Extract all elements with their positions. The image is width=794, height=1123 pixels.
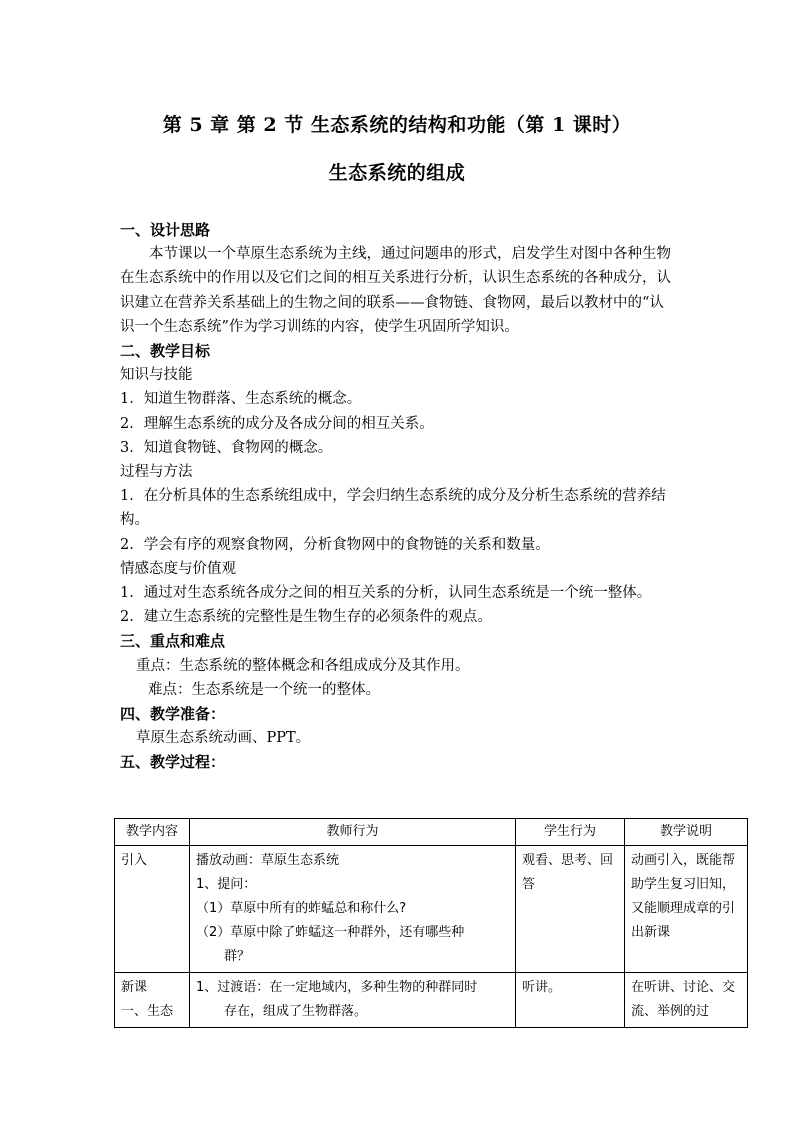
document-body	[120, 218, 676, 775]
table-header-content: 教学内容	[115, 819, 190, 846]
goal-emotion-title: 情感态度与价值观	[120, 560, 236, 577]
goal-process-2: 2．学会有序的观察食物网，分析食物网中的食物链的关系和数量。	[120, 536, 550, 553]
table-cell-teacher	[190, 973, 516, 1028]
table-cell-note: 动画引入，既能帮助学生复习旧知，又能顺理成章的引出新课	[625, 846, 748, 973]
table-header-note: 教学说明	[625, 819, 748, 846]
table-row	[115, 973, 748, 1028]
table-row	[115, 846, 748, 973]
teaching-process-table	[114, 818, 748, 1028]
teacher-line: （1）草原中所有的蚱蜢总和称什么?	[196, 901, 407, 916]
preparation-text: 草原生态系统动画、PPT。	[136, 730, 311, 747]
goal-emotion-1: 1．通过对生态系统各成分之间的相互关系的分析，认同生态系统是一个统一整体。	[120, 585, 652, 602]
teacher-line: （2）草原中除了蚱蜢这一种群外，还有哪些种	[196, 925, 465, 940]
goal-knowledge-3: 3．知道食物链、食物网的概念。	[120, 439, 333, 456]
design-paragraph: 本节课以一个草原生态系统为主线，通过问题串的形式，启发学生对图中各种生物在生态系统中的作用以及它们之间的相互关系进行分析，认识生态系统的各种成分，认识建立在营养关系基础上的生物之间的联系——食物链、食物网，最后以教材中的“认识一个生态系统”作为学习训练的内容，使学生巩固所学知识。	[120, 246, 671, 335]
page-title: 第 5 章 第 2 节 生态系统的结构和功能（第 1 课时）	[162, 114, 632, 136]
table-cell-student: 观看、思考、回答	[516, 846, 625, 973]
goal-knowledge-title: 知识与技能	[120, 367, 193, 384]
table-cell-student: 听讲。	[516, 973, 625, 1028]
teacher-line: 存在，组成了生物群落。	[224, 1004, 368, 1019]
goal-process-1: 1．在分析具体的生态系统组成中，学会归纳生态系统的成分及分析生态系统的营养结构。	[120, 488, 666, 529]
goal-knowledge-1: 1．知道生物群落、生态系统的概念。	[120, 391, 362, 408]
section-heading-design: 一、设计思路	[120, 221, 211, 239]
key-point: 重点：生态系统的整体概念和各组成成分及其作用。	[136, 657, 470, 674]
goal-process-title: 过程与方法	[120, 464, 193, 481]
table-header-row	[115, 819, 748, 846]
goal-emotion-2: 2．建立生态系统的完整性是生物生存的必须条件的观点。	[120, 609, 492, 626]
table-cell-content: 引入	[115, 846, 190, 973]
table-cell-content	[115, 973, 190, 1028]
section-heading-goals: 二、教学目标	[120, 342, 211, 361]
table-cell-note: 在听讲、讨论、交流、举例的过	[625, 973, 748, 1028]
teacher-line: 1、提问：	[196, 877, 257, 892]
teacher-line: 1、过渡语：在一定地域内，多种生物的种群同时	[196, 980, 478, 995]
page-subtitle: 生态系统的组成	[328, 162, 466, 184]
content-line: 一、生态	[121, 1004, 174, 1019]
section-heading-process: 五、教学过程：	[120, 753, 226, 772]
table-header-student: 学生行为	[516, 819, 625, 846]
goal-knowledge-2: 2．理解生态系统的成分及各成分间的相互关系。	[120, 415, 434, 432]
section-heading-key-points: 三、重点和难点	[120, 632, 226, 651]
table-header-teacher: 教师行为	[190, 819, 516, 846]
teacher-line: 播放动画：草原生态系统	[196, 853, 340, 868]
content-line: 新课	[121, 980, 148, 995]
difficult-point: 难点：生态系统是一个统一的整体。	[148, 681, 380, 698]
section-heading-preparation: 四、教学准备：	[120, 705, 226, 724]
table-cell-teacher	[190, 846, 516, 973]
teacher-line: 群？	[224, 949, 251, 964]
